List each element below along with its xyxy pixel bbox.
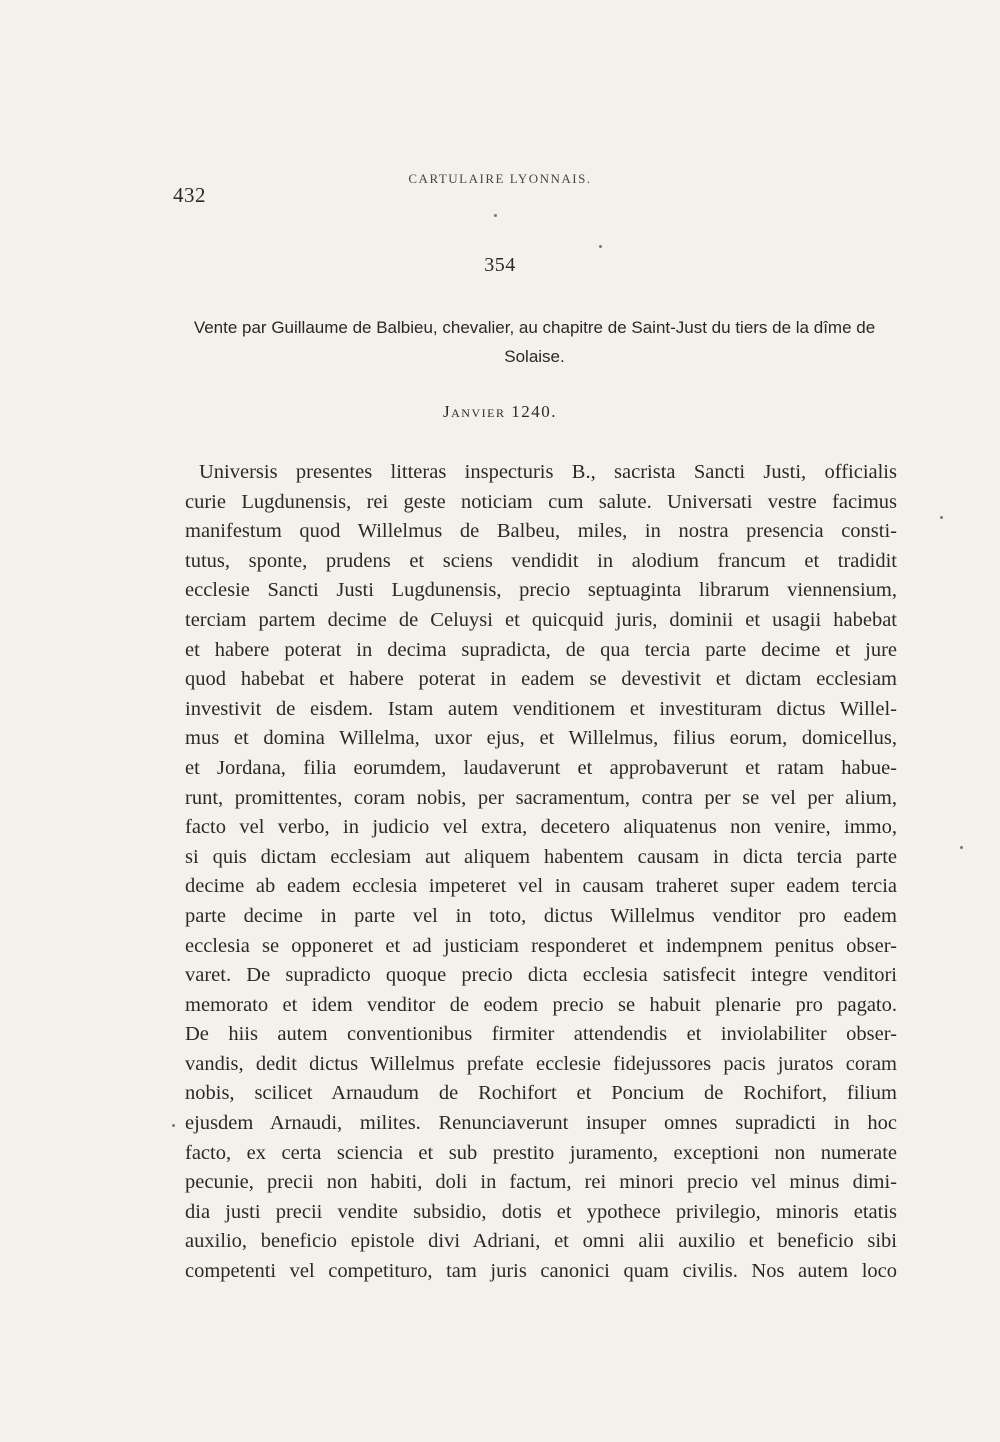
body-line: ecclesie Sancti Justi Lugdunensis, precio septuaginta librarum viennensium, (185, 579, 897, 602)
charter-body (185, 458, 897, 1287)
body-line: parte decime in parte vel in toto, dictus Willelmus venditor pro eadem (185, 904, 897, 927)
body-line: runt, promittentes, coram nobis, per sacramentum, contra per se vel per alium, (185, 786, 897, 809)
body-line: auxilio, beneficio epistole divi Adriani, et omni alii auxilio et beneficio sibi (185, 1230, 897, 1253)
paper-speck (599, 245, 602, 248)
body-line: curie Lugdunensis, rei geste noticiam cum salute. Universati vestre facimus (185, 490, 897, 513)
paper-speck (172, 1124, 175, 1127)
charter-title: Vente par Guillaume de Balbieu, chevalier, au chapitre de Saint-Just du tiers de la dîme de Solaise. (193, 318, 876, 366)
page-number: 432 (173, 183, 206, 207)
body-line: terciam partem decime de Celuysi et quicquid juris, dominii et usagii habebat (185, 608, 897, 631)
body-line: si quis dictam ecclesiam aut aliquem habentem causam in dicta tercia parte (185, 845, 897, 868)
paper-speck (940, 516, 943, 519)
paper-speck (960, 846, 963, 849)
charter-number: 354 (484, 254, 516, 276)
body-line: et habere poterat in decima supradicta, de qua tercia parte decime et jure (185, 638, 897, 661)
body-line: memorato et idem venditor de eodem precio se habuit plenarie pro pagato. (185, 993, 897, 1016)
body-line: manifestum quod Willelmus de Balbeu, miles, in nostra presencia consti- (185, 520, 897, 543)
charter-date: Janvier 1240. (443, 402, 557, 421)
body-line: ejusdem Arnaudi, milites. Renunciaverunt insuper omnes supradicti in hoc (185, 1112, 897, 1135)
body-line: vandis, dedit dictus Willelmus prefate ecclesie fidejussores pacis juratos coram (185, 1052, 897, 1075)
body-line: facto, ex certa sciencia et sub prestito juramento, exceptioni non numerate (185, 1141, 897, 1164)
body-line: decime ab eadem ecclesia impeteret vel in causam traheret super eadem tercia (185, 875, 897, 898)
body-line: facto vel verbo, in judicio vel extra, decetero aliquatenus non venire, immo, (185, 816, 897, 839)
running-head: CARTULAIRE LYONNAIS. (408, 171, 592, 186)
body-line: tutus, sponte, prudens et sciens vendidit in alodium francum et tradidit (185, 549, 897, 572)
body-line: competenti vel competituro, tam juris canonici quam civilis. Nos autem loco (185, 1260, 897, 1283)
body-line: dia justi precii vendite subsidio, dotis et ypothece privilegio, minoris etatis (185, 1200, 897, 1223)
body-line: investivit de eisdem. Istam autem venditionem et investituram dictus Willel- (185, 697, 897, 720)
body-line: varet. De supradicto quoque precio dicta ecclesia satisfecit integre venditori (185, 964, 897, 987)
body-line: Universis presentes litteras inspecturis B., sacrista Sancti Justi, officialis (199, 461, 897, 483)
body-line: ecclesia se opponeret et ad justiciam responderet et indempnem penitus obser- (185, 934, 897, 957)
body-line: et Jordana, filia eorumdem, laudaverunt et approbaverunt et ratam habue- (185, 756, 897, 779)
body-line: quod habebat et habere poterat in eadem se devestivit et dictam ecclesiam (185, 668, 897, 691)
paper-speck (494, 214, 497, 217)
body-line: De hiis autem conventionibus firmiter attendendis et inviolabiliter obser- (185, 1023, 897, 1046)
body-line: mus et domina Willelma, uxor ejus, et Willelmus, filius eorum, domicellus, (185, 727, 897, 750)
body-line: nobis, scilicet Arnaudum de Rochifort et Poncium de Rochifort, filium (185, 1082, 897, 1105)
body-line: pecunie, precii non habiti, doli in factum, rei minori precio vel minus dimi- (185, 1171, 897, 1194)
